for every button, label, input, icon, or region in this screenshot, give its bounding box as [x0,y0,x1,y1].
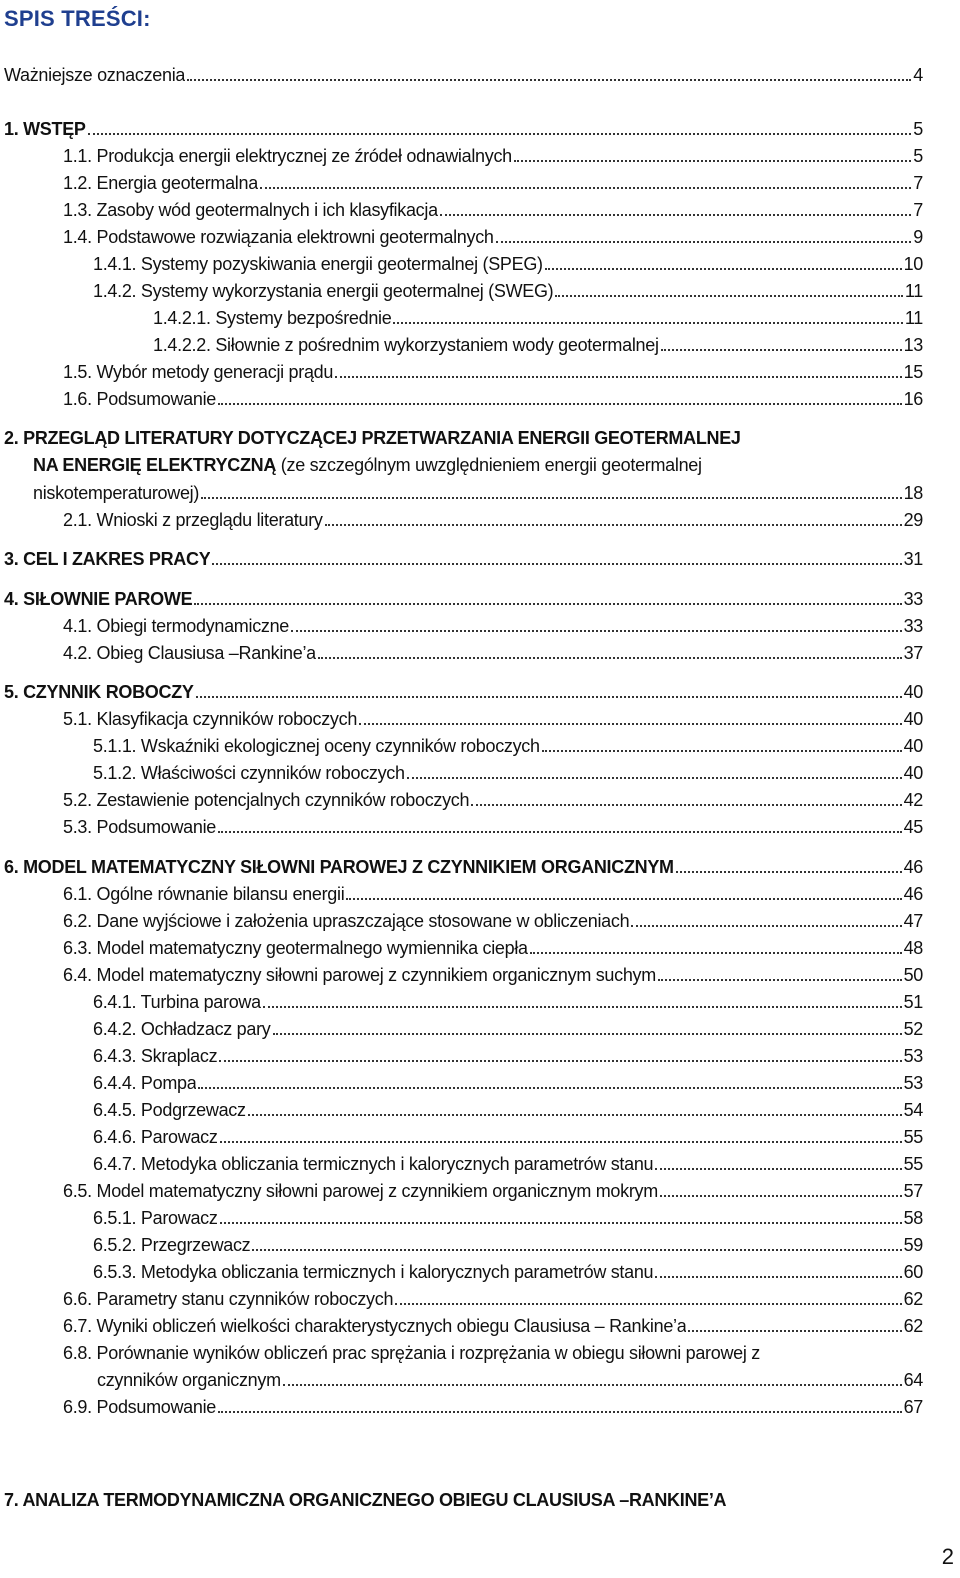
toc-entry[interactable] [0,64,923,86]
toc-entry[interactable] [0,548,923,570]
toc-dot-leader [335,364,901,378]
toc-title: SPIS TREŚCI: [4,6,151,31]
toc-dot-leader [283,1372,902,1386]
toc-entry-page: 46 [903,857,923,877]
toc-entry-title: 1.2. Energia geotermalna [63,173,258,193]
toc-entry-page: 62 [903,1316,923,1336]
toc-entry-page: 53 [903,1073,923,1093]
toc-entry[interactable] [0,1369,923,1391]
toc-dot-leader [471,792,901,806]
toc-entry-title: 6.4. Model matematyczny siłowni parowej z czynnikiem organicznym suchym [63,965,656,985]
toc-dot-leader [273,1021,902,1035]
toc-entry-page: 58 [903,1208,923,1228]
toc-heading-section-2-line-2 [33,454,702,476]
toc-entry-title: 6.7. Wyniki obliczeń wielkości charakterystycznych obiegu Clausiusa – Rankine’a [63,1316,687,1336]
toc-entry[interactable] [0,253,923,275]
toc-entry-title: 6.4.7. Metodyka obliczania termicznych i kalorycznych parametrów stanu [93,1154,654,1174]
toc-entry-page: 47 [903,911,923,931]
toc-dot-leader [218,391,902,405]
toc-entry[interactable] [0,1261,923,1283]
toc-entry-title: 6. MODEL MATEMATYCZNY SIŁOWNI PAROWEJ Z CZYNNIKIEM ORGANICZNYM [4,857,674,877]
toc-dot-leader [496,229,912,243]
toc-entry-page: 31 [903,549,923,569]
toc-entry[interactable] [0,172,923,194]
toc-dot-leader [248,1102,902,1116]
toc-entry[interactable] [0,883,923,905]
page-number: 2 [941,1544,954,1569]
toc-heading-section-2-bold-part: NA ENERGIĘ ELEKTRYCZNĄ [33,455,277,475]
toc-entry[interactable] [0,1126,923,1148]
toc-entry[interactable] [0,642,923,664]
toc-entry-page: 40 [903,709,923,729]
toc-entry[interactable] [0,910,923,932]
toc-entry[interactable] [0,307,923,329]
toc-entry-title: 6.2. Dane wyjściowe i założenia upraszczające stosowane w obliczeniach [63,911,630,931]
toc-entry[interactable] [0,708,923,730]
toc-entry-title: 6.5.2. Przegrzewacz [93,1235,251,1255]
toc-entry-title: Ważniejsze oznaczenia [4,65,186,85]
toc-dot-leader [88,121,912,135]
toc-entry-title: 6.1. Ogólne równanie bilansu energii [63,884,345,904]
toc-entry-page: 42 [903,790,923,810]
toc-dot-leader [198,1075,901,1089]
toc-dot-leader [218,819,902,833]
toc-entry-title: 6.9. Podsumowanie [63,1397,216,1417]
toc-dot-leader [220,1129,902,1143]
toc-entry-page: 11 [904,308,923,328]
toc-entry-title: 5. CZYNNIK ROBOCZY [4,682,194,702]
toc-entry[interactable] [0,1234,923,1256]
toc-entry[interactable] [0,789,923,811]
toc-entry-page: 13 [903,335,923,355]
toc-entry-title: 5.1. Klasyfikacja czynników roboczych [63,709,358,729]
toc-entry[interactable] [0,615,923,637]
toc-dot-leader [318,645,902,659]
toc-entry-page: 55 [903,1154,923,1174]
toc-entry-page: 54 [903,1100,923,1120]
toc-entry[interactable] [0,226,923,248]
toc-entry-page: 40 [903,763,923,783]
toc-dot-leader [530,940,902,954]
toc-entry[interactable] [0,856,923,878]
toc-entry-title: czynników organicznym [97,1370,281,1390]
toc-entry-page: 5 [913,119,923,139]
toc-entry-page: 9 [913,227,923,247]
toc-entry-title: 6.5.3. Metodyka obliczania termicznych i kalorycznych parametrów stanu [93,1262,654,1282]
toc-entry-title: 1.4.2.2. Siłownie z pośrednim wykorzystaniem wody geotermalnej [153,335,659,355]
toc-entry-title: 6.4.5. Podgrzewacz [93,1100,246,1120]
toc-entry-title: 1.4.2.1. Systemy bezpośrednie [153,308,392,328]
toc-entry-title: 1.4. Podstawowe rozwiązania elektrowni geotermalnych [63,227,494,247]
toc-entry-title: 6.4.3. Skraplacz [93,1046,218,1066]
toc-heading-section-7: 7. ANALIZA TERMODYNAMICZNA ORGANICZNEGO OBIEGU CLAUSIUSA –RANKINE’A [4,1490,727,1510]
toc-entry[interactable] [0,937,923,959]
toc-dot-leader [196,684,902,698]
toc-entry-page: 57 [903,1181,923,1201]
toc-dot-leader [660,1183,902,1197]
toc-entry-page: 59 [903,1235,923,1255]
toc-entry-page: 45 [903,817,923,837]
toc-entry[interactable] [0,735,923,757]
toc-entry-page: 18 [903,483,923,503]
toc-entry-title: 1.1. Produkcja energii elektrycznej ze źródeł odnawialnych [63,146,512,166]
toc-dot-leader [187,67,911,81]
toc-entry[interactable] [0,1288,923,1310]
toc-dot-leader [407,765,902,779]
toc-heading-section-2-line-1: 2. PRZEGLĄD LITERATURY DOTYCZĄCEJ PRZETWARZANIA ENERGII GEOTERMALNEJ [4,428,741,448]
toc-entry-title: 6.4.4. Pompa [93,1073,197,1093]
toc-dot-leader [655,1264,901,1278]
toc-entry-6-8-line-1: 6.8. Porównanie wyników obliczeń prac sprężania i rozprężania w obiegu siłowni parowej z [63,1343,760,1363]
toc-dot-leader [661,337,902,351]
toc-entry-page: 60 [903,1262,923,1282]
toc-entry-page: 53 [903,1046,923,1066]
toc-dot-leader [440,202,912,216]
toc-dot-leader [291,618,902,632]
toc-entry-page: 33 [903,616,923,636]
toc-entry-page: 51 [903,992,923,1012]
toc-entry-title: 1.5. Wybór metody generacji prądu [63,362,334,382]
toc-entry-title: 1. WSTĘP [4,119,86,139]
toc-entry[interactable] [0,1315,923,1337]
toc-dot-leader [542,738,902,752]
toc-dot-leader [220,1210,902,1224]
toc-entry-title: 2.1. Wnioski z przeglądu literatury [63,510,323,530]
toc-dot-leader [676,859,902,873]
toc-entry[interactable] [0,1099,923,1121]
toc-entry-page: 37 [903,643,923,663]
toc-dot-leader [325,512,902,526]
toc-entry-page: 40 [903,682,923,702]
toc-entry-title: 4.1. Obiegi termodynamiczne [63,616,290,636]
toc-entry[interactable] [0,964,923,986]
toc-entry-title: 4. SIŁOWNIE PAROWE [4,589,193,609]
toc-entry-title: 6.5.1. Parowacz [93,1208,218,1228]
toc-dot-leader [252,1237,901,1251]
toc-dot-leader [514,148,911,162]
toc-dot-leader [658,967,902,981]
toc-entry[interactable] [0,509,923,531]
toc-entry[interactable] [0,280,923,302]
toc-entry-page: 33 [903,589,923,609]
toc-dot-leader [194,591,901,605]
toc-dot-leader [555,283,903,297]
toc-entry-title: 1.3. Zasoby wód geotermalnych i ich klasyfikacja [63,200,438,220]
toc-entry-title: niskotemperaturowej) [33,483,200,503]
toc-entry-title: 6.3. Model matematyczny geotermalnego wymiennika ciepła [63,938,528,958]
toc-entry-page: 52 [903,1019,923,1039]
toc-dot-leader [545,256,902,270]
toc-entry-title: 6.6. Parametry stanu czynników roboczych [63,1289,394,1309]
toc-dot-leader [688,1318,901,1332]
toc-entry-page: 29 [903,510,923,530]
toc-dot-leader [393,310,902,324]
toc-heading-section-2-rest: (ze szczególnym uwzględnieniem energii geotermalnej [276,455,702,475]
toc-entry[interactable] [0,991,923,1013]
toc-entry[interactable] [0,388,923,410]
toc-dot-leader [260,175,911,189]
toc-entry[interactable] [0,361,923,383]
toc-entry[interactable] [0,199,923,221]
toc-dot-leader [631,913,901,927]
toc-entry[interactable] [0,145,923,167]
toc-entry[interactable] [0,1045,923,1067]
toc-entry-title: 1.6. Podsumowanie [63,389,216,409]
toc-entry[interactable] [0,1207,923,1229]
toc-entry-page: 7 [913,173,923,193]
toc-entry-title: 5.1.1. Wskaźniki ekologicznej oceny czynników roboczych [93,736,540,756]
toc-entry-page: 64 [903,1370,923,1390]
toc-entry[interactable] [0,118,923,140]
toc-entry-page: 46 [903,884,923,904]
toc-dot-leader [263,994,902,1008]
toc-entry-title: 6.5. Model matematyczny siłowni parowej z czynnikiem organicznym mokrym [63,1181,658,1201]
toc-entry-page: 40 [903,736,923,756]
toc-dot-leader [218,1399,902,1413]
toc-entry-title: 3. CEL I ZAKRES PRACY [4,549,211,569]
toc-entry[interactable] [0,681,923,703]
toc-entry[interactable] [0,482,923,504]
toc-entry[interactable] [0,1180,923,1202]
toc-entry[interactable] [0,588,923,610]
toc-entry-page: 5 [913,146,923,166]
toc-entry-title: 6.4.1. Turbina parowa [93,992,261,1012]
toc-entry[interactable] [0,1396,923,1418]
toc-entry-page: 67 [903,1397,923,1417]
toc-entry-title: 5.3. Podsumowanie [63,817,216,837]
toc-entry-title: 1.4.2. Systemy wykorzystania energii geotermalnej (SWEG) [93,281,554,301]
toc-entry-page: 16 [903,389,923,409]
toc-entry-title: 5.2. Zestawienie potencjalnych czynników roboczych [63,790,470,810]
toc-entry[interactable] [0,1072,923,1094]
toc-dot-leader [346,886,901,900]
toc-entry-title: 4.2. Obieg Clausiusa –Rankine’a [63,643,316,663]
toc-entry-title: 5.1.2. Właściwości czynników roboczych [93,763,405,783]
toc-dot-leader [201,485,902,499]
toc-dot-leader [359,711,902,725]
toc-entry[interactable] [0,334,923,356]
toc-dot-leader [219,1048,901,1062]
toc-dot-leader [395,1291,901,1305]
toc-entry[interactable] [0,1018,923,1040]
toc-entry-page: 7 [913,200,923,220]
toc-entry-page: 10 [903,254,923,274]
toc-dot-leader [655,1156,901,1170]
toc-entry-page: 15 [903,362,923,382]
toc-entry-page: 55 [903,1127,923,1147]
toc-entry-page: 50 [903,965,923,985]
toc-entry-title: 6.4.6. Parowacz [93,1127,218,1147]
toc-entry[interactable] [0,816,923,838]
toc-entry-title: 6.4.2. Ochładzacz pary [93,1019,271,1039]
toc-entry-page: 11 [904,281,923,301]
toc-entry-title: 1.4.1. Systemy pozyskiwania energii geotermalnej (SPEG) [93,254,543,274]
toc-entry-page: 4 [913,65,923,85]
toc-dot-leader [212,551,901,565]
toc-entry[interactable] [0,1153,923,1175]
toc-entry-page: 62 [903,1289,923,1309]
toc-entry[interactable] [0,762,923,784]
toc-entry-page: 48 [903,938,923,958]
